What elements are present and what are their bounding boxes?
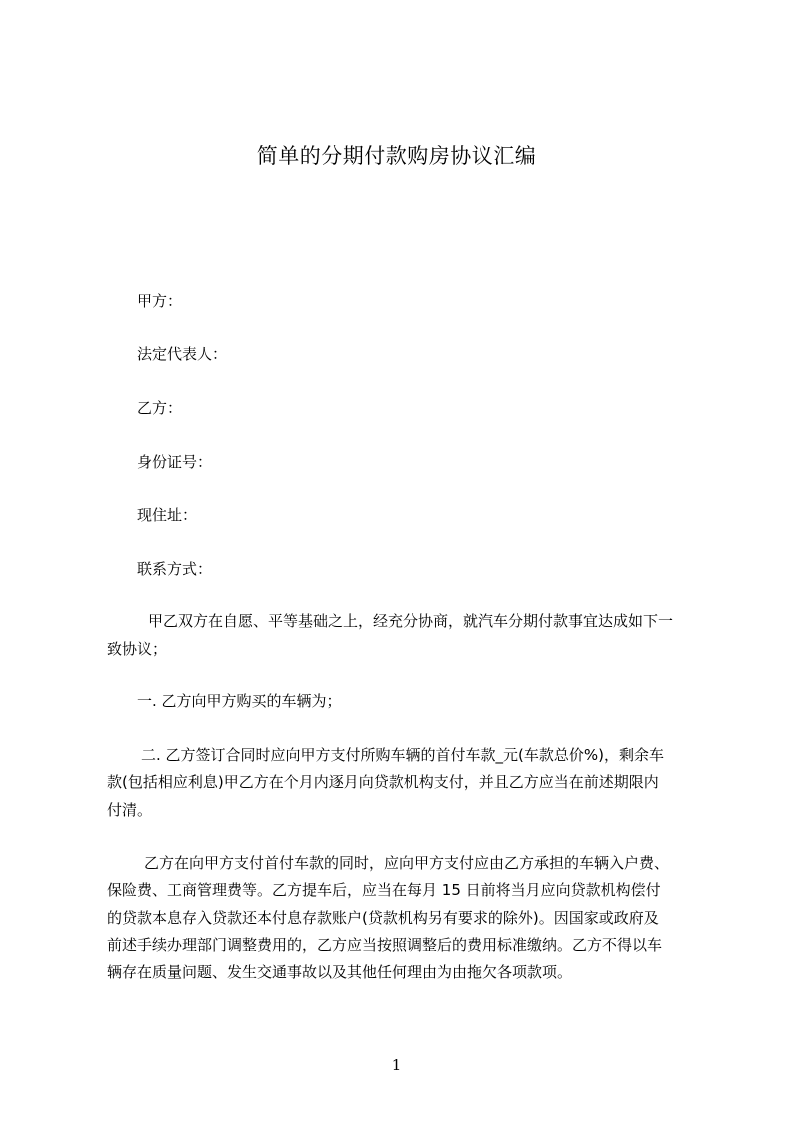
document-title: 简单的分期付款购房协议汇编 — [256, 144, 537, 168]
fees-line-4: 前述手续办理部门调整费用的，乙方应当按照调整后的费用标准缴纳。乙方不得以车 — [107, 936, 663, 954]
intro-line-2: 致协议； — [107, 640, 168, 658]
clause-2-line-3: 付清。 — [107, 801, 153, 819]
party-a-field: 甲方： — [137, 292, 183, 310]
fees-line-3: 的贷款本息存入贷款还本付息存款账户(贷款机构另有要求的除外)。因国家或政府及 — [107, 909, 659, 927]
current-address-field: 现住址： — [137, 506, 198, 524]
contact-field: 联系方式： — [137, 560, 213, 578]
legal-representative-field: 法定代表人： — [137, 345, 228, 363]
page-number: 1 — [391, 1056, 402, 1074]
clause-1: 一. 乙方向甲方购买的车辆为； — [137, 692, 342, 710]
id-number-field: 身份证号： — [137, 453, 213, 471]
clause-2-line-2: 款(包括相应利息)甲乙方在个月内逐月向贷款机构支付，并且乙方应当在前述期限内 — [107, 773, 659, 791]
clause-2-line-1: 二. 乙方签订合同时应向甲方支付所购车辆的首付车款_元(车款总价%)，剩余车 — [141, 746, 664, 764]
party-b-field: 乙方： — [137, 399, 183, 417]
intro-line-1: 甲乙双方在自愿、平等基础之上，经充分协商，就汽车分期付款事宜达成如下一 — [148, 612, 674, 630]
fees-line-2: 保险费、工商管理费等。乙方提车后，应当在每月 15 日前将当月应向贷款机构偿付 — [107, 881, 661, 899]
fees-line-5: 辆存在质量问题、发生交通事故以及其他任何理由为由拖欠各项款项。 — [107, 963, 573, 981]
fees-line-1: 乙方在向甲方支付首付车款的同时，应向甲方支付应由乙方承担的车辆入户费、 — [144, 854, 670, 872]
